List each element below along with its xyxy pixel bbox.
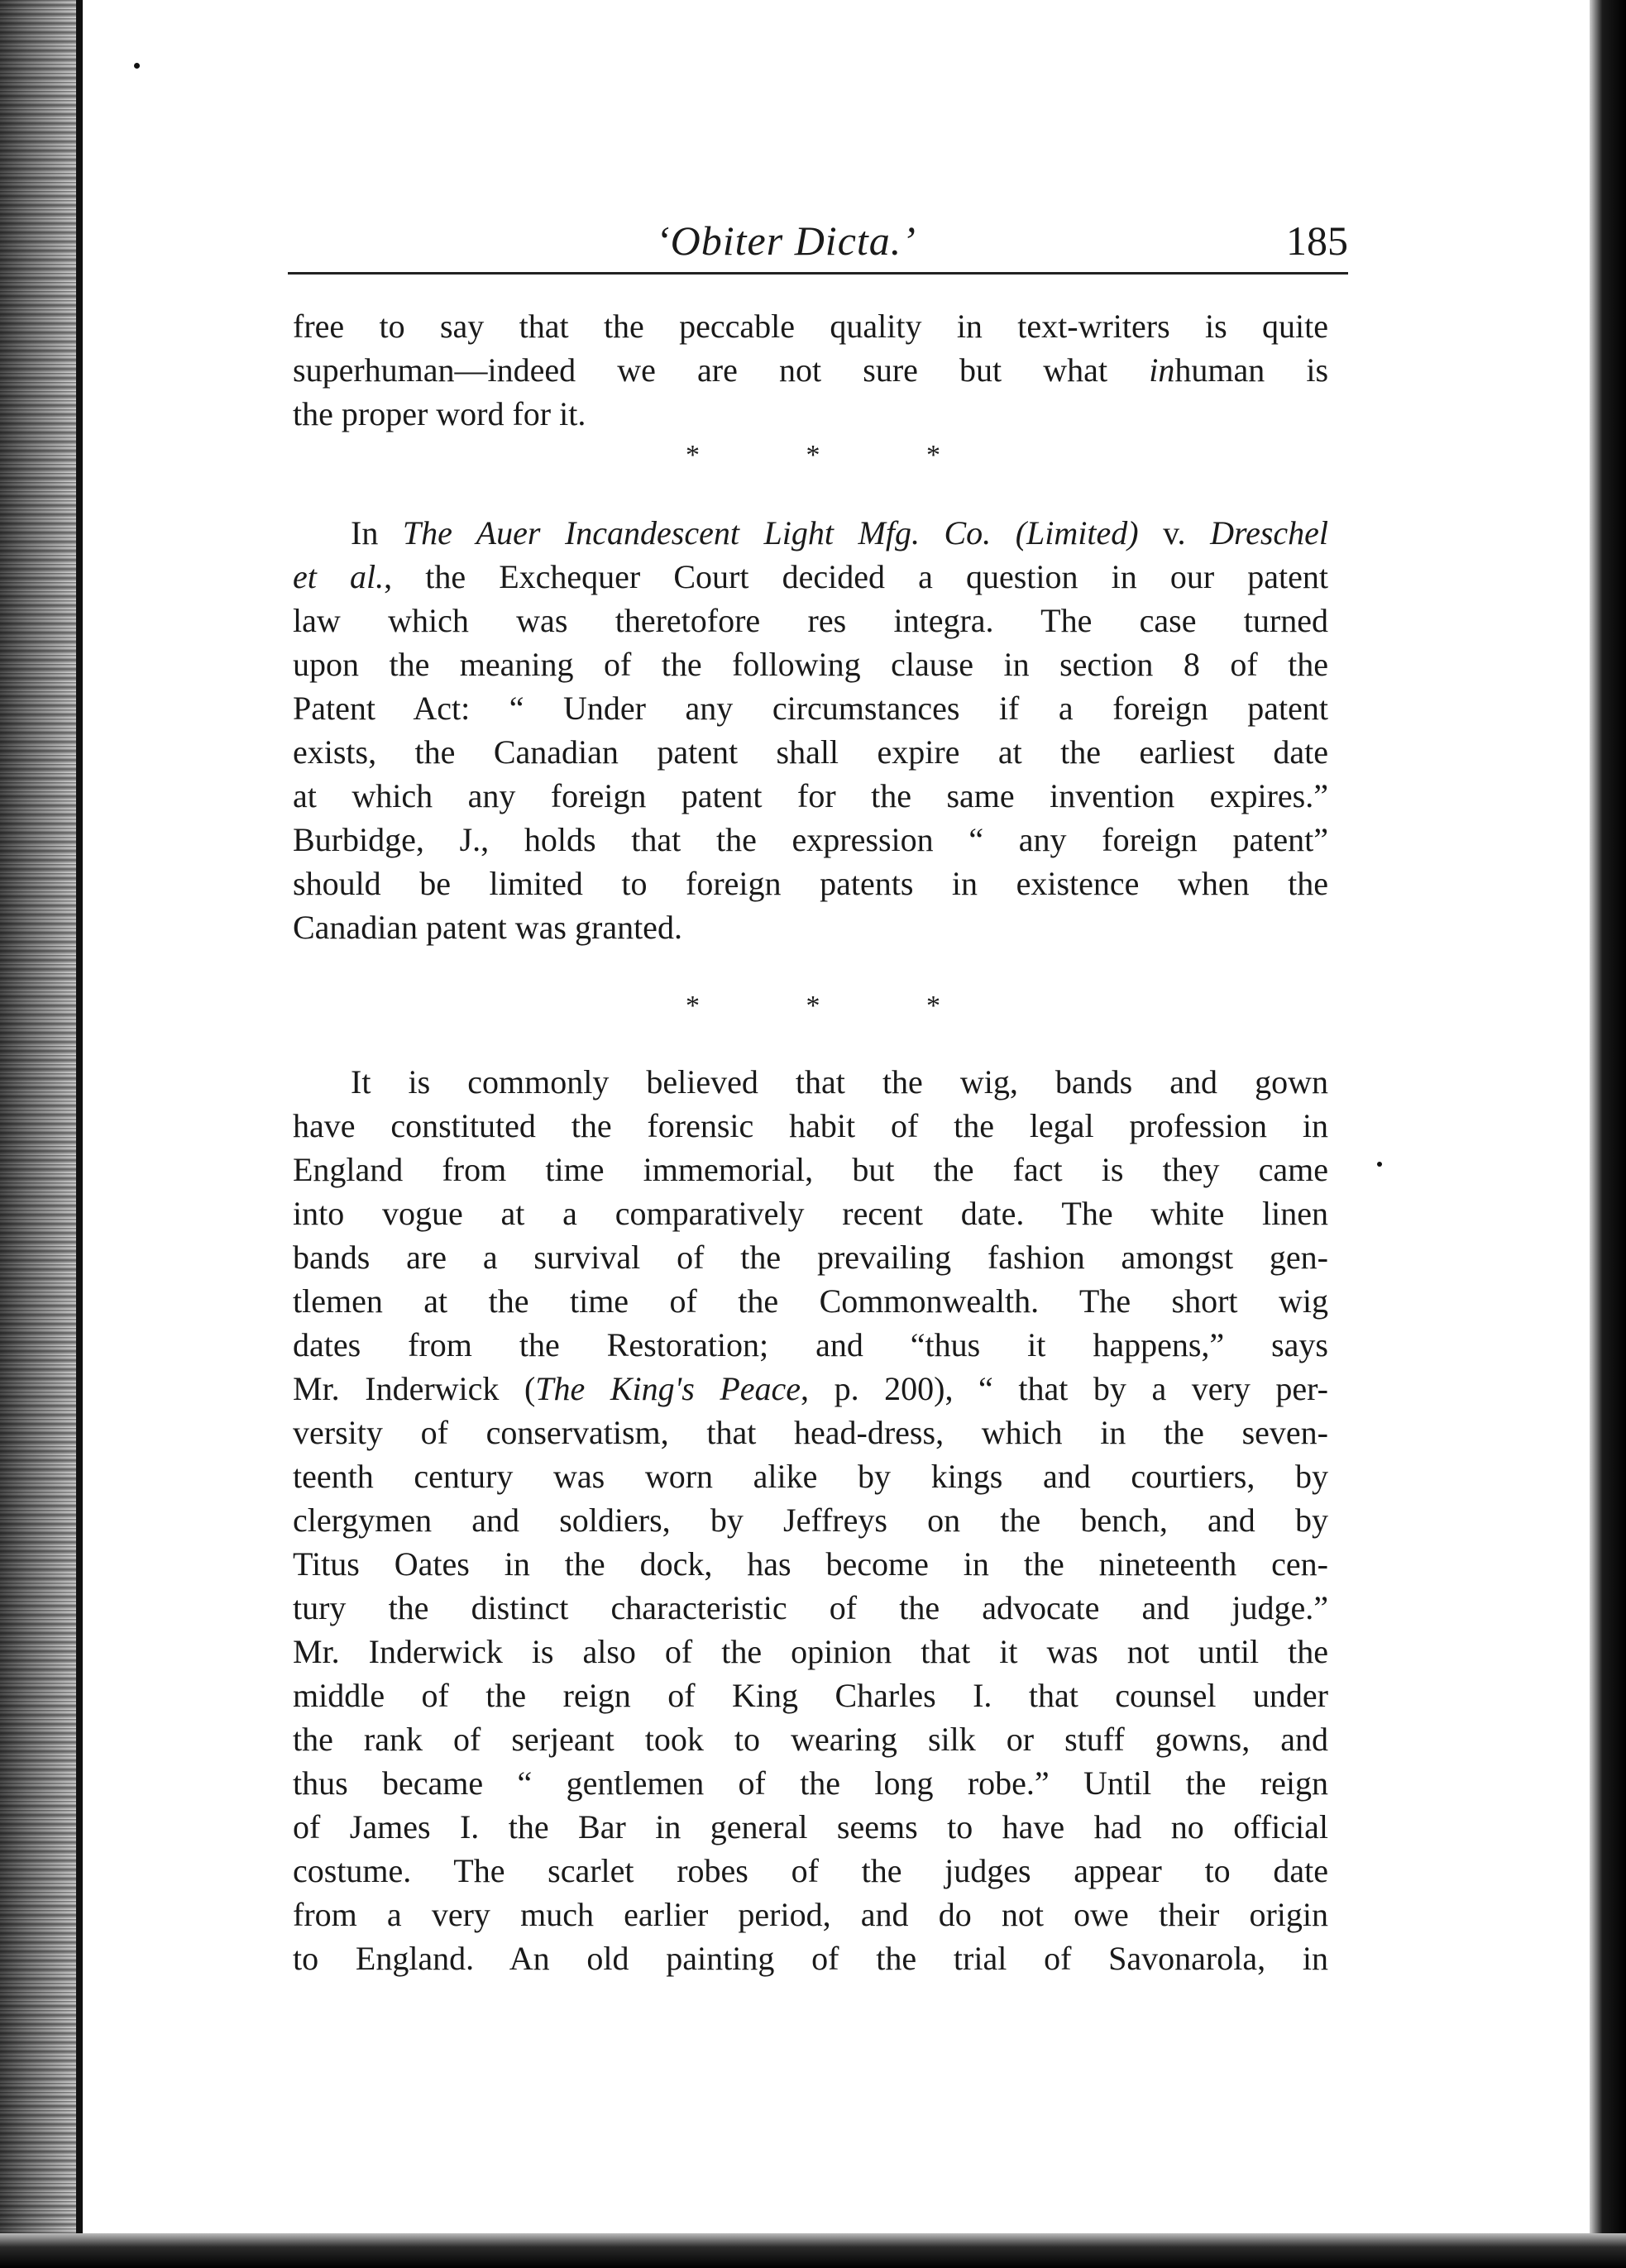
book-title: The King's Peace	[535, 1370, 801, 1407]
case-etal: et al.	[293, 558, 385, 595]
text-line: Patent Act: “ Under any circumstances if a foreign patent	[293, 690, 1328, 727]
binding-shadow-line	[76, 0, 83, 2268]
text-line: bands are a survival of the prevailing fashion amongst gen-	[293, 1239, 1328, 1276]
text-line: exists, the Canadian patent shall expire at the earliest date	[293, 733, 1328, 771]
text-line: of James I. the Bar in general seems to have had no official	[293, 1808, 1328, 1845]
text-line: upon the meaning of the following clause in section 8 of the	[293, 646, 1328, 683]
text-line: teenth century was worn alike by kings and courtiers, by	[293, 1458, 1328, 1495]
scan-speck	[134, 63, 140, 69]
paragraph-patent-case	[293, 511, 1328, 949]
text-line: from a very much earlier period, and do not owe their origin	[293, 1896, 1328, 1933]
text-line: should be limited to foreign patents in existence when the	[293, 865, 1328, 902]
running-head	[288, 217, 1348, 275]
text-line: free to say that the peccable quality in text-writers is quite	[293, 308, 1328, 345]
text-segment: human is	[1174, 351, 1328, 389]
text-line: costume. The scarlet robes of the judges appear to date	[293, 1852, 1328, 1889]
text-line: England from time immemorial, but the fact is they came	[293, 1151, 1328, 1188]
text-line: Canadian patent was granted.	[293, 909, 682, 946]
paragraph-continued	[293, 304, 1328, 436]
text-line: Burbidge, J., holds that the expression “ any foreign patent”	[293, 821, 1328, 858]
text-segment: In	[351, 514, 403, 551]
scanned-right-edge	[1590, 0, 1626, 2268]
case-title: The Auer Incandescent Light Mfg. Co. (Limited)	[402, 514, 1139, 551]
text-segment: Mr. Inderwick (	[293, 1370, 536, 1407]
page-number: 185	[1286, 217, 1348, 264]
text-line: clergymen and soldiers, by Jeffreys on the bench, and by	[293, 1502, 1328, 1539]
text-line: thus became “ gentlemen of the long robe.” Until the reign	[293, 1764, 1328, 1802]
text-segment: v.	[1163, 514, 1186, 551]
text-line	[293, 348, 1328, 392]
case-party: Dreschel	[1210, 514, 1328, 551]
text-line: to England. An old painting of the trial of Savonarola, in	[293, 1940, 1328, 1977]
scanned-binding-edge	[0, 0, 79, 2268]
text-line: tlemen at the time of the Commonwealth. The short wig	[293, 1282, 1328, 1320]
running-title: ‘Obiter Dicta.’	[656, 217, 916, 264]
text-line: dates from the Restoration; and “thus it happens,” says	[293, 1326, 1328, 1363]
text-line	[293, 511, 1328, 555]
paragraph-wig-and-gown	[293, 1060, 1328, 1980]
text-line	[293, 1367, 1328, 1411]
section-separator: * * *	[686, 991, 990, 1021]
italic-emphasis: in	[1149, 351, 1175, 389]
scanned-bottom-edge	[0, 2233, 1626, 2268]
text-line: Mr. Inderwick is also of the opinion that it was not until the	[293, 1633, 1328, 1670]
text-segment: , p. 200), “ that by a very per-	[801, 1370, 1328, 1407]
text-segment: superhuman—indeed we are not sure but what	[293, 351, 1150, 389]
text-line: tury the distinct characteristic of the advocate and judge.”	[293, 1589, 1328, 1626]
text-line: It is commonly believed that the wig, bands and gown	[351, 1063, 1328, 1101]
text-line: law which was theretofore res integra. The case turned	[293, 602, 1328, 639]
section-separator: * * *	[686, 440, 990, 470]
text-line: Titus Oates in the dock, has become in the nineteenth cen-	[293, 1545, 1328, 1583]
text-line: versity of conservatism, that head-dress, which in the seven-	[293, 1414, 1328, 1451]
text-segment: , the Exchequer Court decided a question in our patent	[384, 558, 1328, 595]
text-line: the proper word for it.	[293, 395, 586, 432]
text-line: into vogue at a comparatively recent date. The white linen	[293, 1195, 1328, 1232]
text-line: middle of the reign of King Charles I. that counsel under	[293, 1677, 1328, 1714]
text-line: at which any foreign patent for the same invention expires.”	[293, 777, 1328, 814]
text-line: have constituted the forensic habit of the legal profession in	[293, 1107, 1328, 1144]
scan-speck	[1377, 1162, 1382, 1167]
text-line	[293, 555, 1328, 599]
header-rule	[288, 272, 1348, 275]
text-line: the rank of serjeant took to wearing silk or stuff gowns, and	[293, 1721, 1328, 1758]
